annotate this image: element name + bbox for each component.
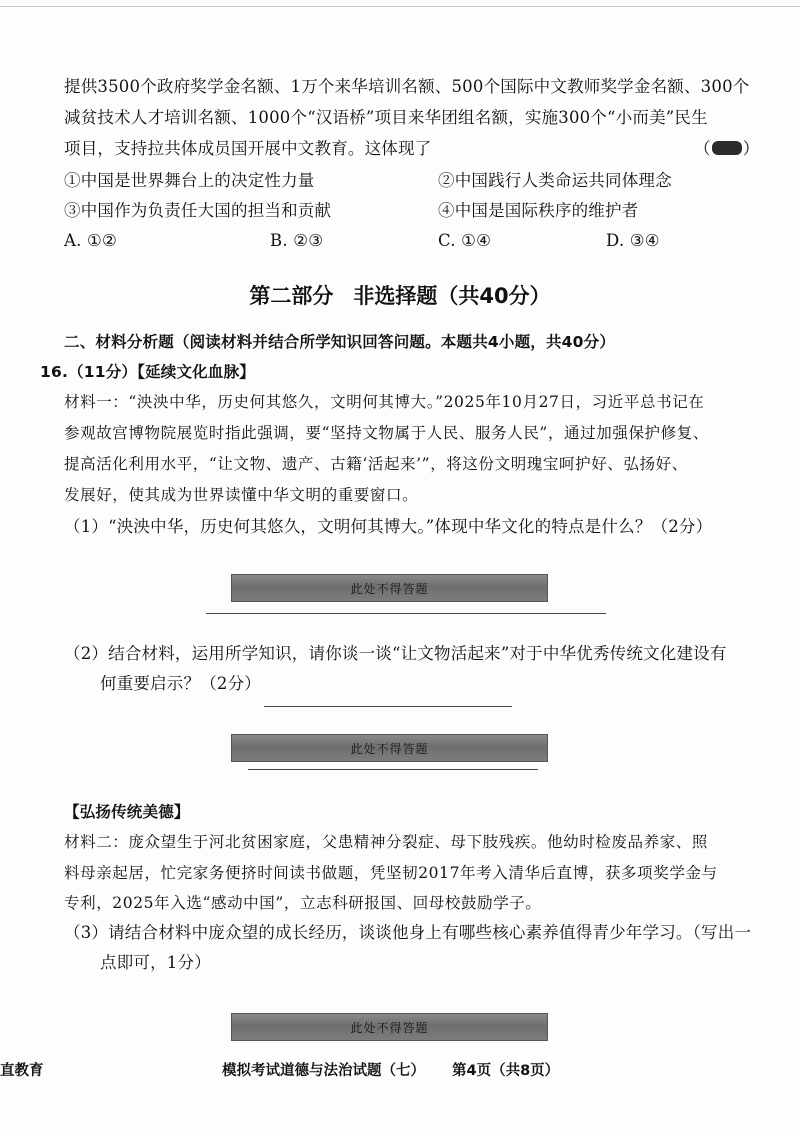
redacted-answer-mark [712, 141, 742, 155]
answer-parentheses [694, 138, 759, 160]
no-answer-zone-3 [231, 1013, 548, 1041]
choice-d: D. ③④ [606, 231, 660, 250]
part-subtitle: 非选择题（共40分） [353, 284, 551, 308]
option-2: ②中国践行人类命运共同体理念 [438, 171, 672, 190]
sub-question-2-line-1: （2）结合材料，运用所学知识，请你谈一谈“让文物活起来”对于中华优秀传统文化建设有 [64, 644, 727, 663]
choice-b: B. ②③ [270, 231, 324, 250]
no-answer-label: 此处不得答题 [350, 741, 429, 756]
material2-line-1: 材料二：庞众望生于河北贫困家庭，父患精神分裂症、母下肢残疾。他幼时检废品养家、照 [64, 833, 709, 851]
material2-line-3: 专利，2025年入选“感动中国”，立志科研报国、回母校鼓励学子。 [64, 894, 542, 912]
answer-line-2[interactable] [264, 706, 512, 707]
section-title: 二、材料分析题（阅读材料并结合所学知识回答问题。本题共4小题，共40分） [64, 333, 616, 351]
option-3: ③中国作为负责任大国的担当和贡献 [64, 201, 332, 220]
no-answer-zone-1 [231, 574, 548, 602]
sub-question-1: （1）“泱泱中华，历史何其悠久，文明何其博大。”体现中华文化的特点是什么？（2分） [64, 517, 713, 536]
sub-question-3-line-1: （3）请结合材料中庞众望的成长经历，谈谈他身上有哪些核心素养值得青少年学习。（写出一 [64, 923, 752, 942]
question-16-header [40, 361, 255, 383]
material2-line-2: 料母亲起居，忙完家务便挤时间读书做题，凭坚韧2017年考入清华后直博，获多项奖学金与 [64, 864, 718, 882]
no-answer-label: 此处不得答题 [350, 1020, 429, 1035]
answer-line-1[interactable] [206, 613, 606, 614]
intro-line-2: 减贫技术人才培训名额、1000个“汉语桥”项目来华团组名额，实施300个“小而美”民生 [64, 108, 708, 127]
sub-question-2-line-2: 何重要启示？（2分） [100, 674, 261, 693]
part-title: 第二部分 [249, 284, 334, 308]
footer-page-number: 第4页（共8页） [452, 1063, 560, 1079]
answer-line-3[interactable] [248, 769, 538, 770]
question-number: 16. [40, 363, 69, 381]
part-two-heading [0, 280, 800, 310]
material1-line-3: 提高活化利用水平，“让文物、遗产、古籍‘活起来’”，将这份文明瑰宝呵护好、弘扬好、 [64, 455, 688, 473]
footer-exam-title: 模拟考试道德与法治试题（七） [222, 1063, 425, 1079]
paren-open: （ [694, 139, 711, 158]
top-divider [0, 6, 800, 7]
question-score-topic: （11分）【延续文化血脉】 [68, 363, 255, 381]
option-1: ①中国是世界舞台上的决定性力量 [64, 171, 315, 190]
material1-line-1: 材料一：“泱泱中华，历史何其悠久，文明何其博大。”2025年10月27日，习近平总书记在 [64, 393, 705, 411]
footer-publisher: 直教育 [0, 1063, 44, 1079]
intro-line-3: 项目，支持拉共体成员国开展中文教育。这体现了 [64, 139, 432, 158]
choice-c: C. ①④ [438, 231, 492, 250]
no-answer-zone-2 [231, 734, 548, 762]
material1-line-4: 发展好，使其成为世界读懂中华文明的重要窗口。 [64, 486, 419, 504]
no-answer-label: 此处不得答题 [350, 581, 429, 596]
paren-close: ） [742, 139, 760, 158]
topic-2-title: 【弘扬传统美德】 [64, 803, 190, 821]
option-4: ④中国是国际秩序的维护者 [438, 201, 639, 220]
intro-line-1: 提供3500个政府奖学金名额、1万个来华培训名额、500个国际中文教师奖学金名额、300个 [64, 77, 750, 96]
sub-question-3-line-2: 点即可，1分） [100, 953, 211, 972]
material1-line-2: 参观故宫博物院展览时指此强调，要“坚持文物属于人民、服务人民”，通过加强保护修复、 [64, 424, 709, 442]
choice-a: A. ①② [64, 231, 117, 250]
